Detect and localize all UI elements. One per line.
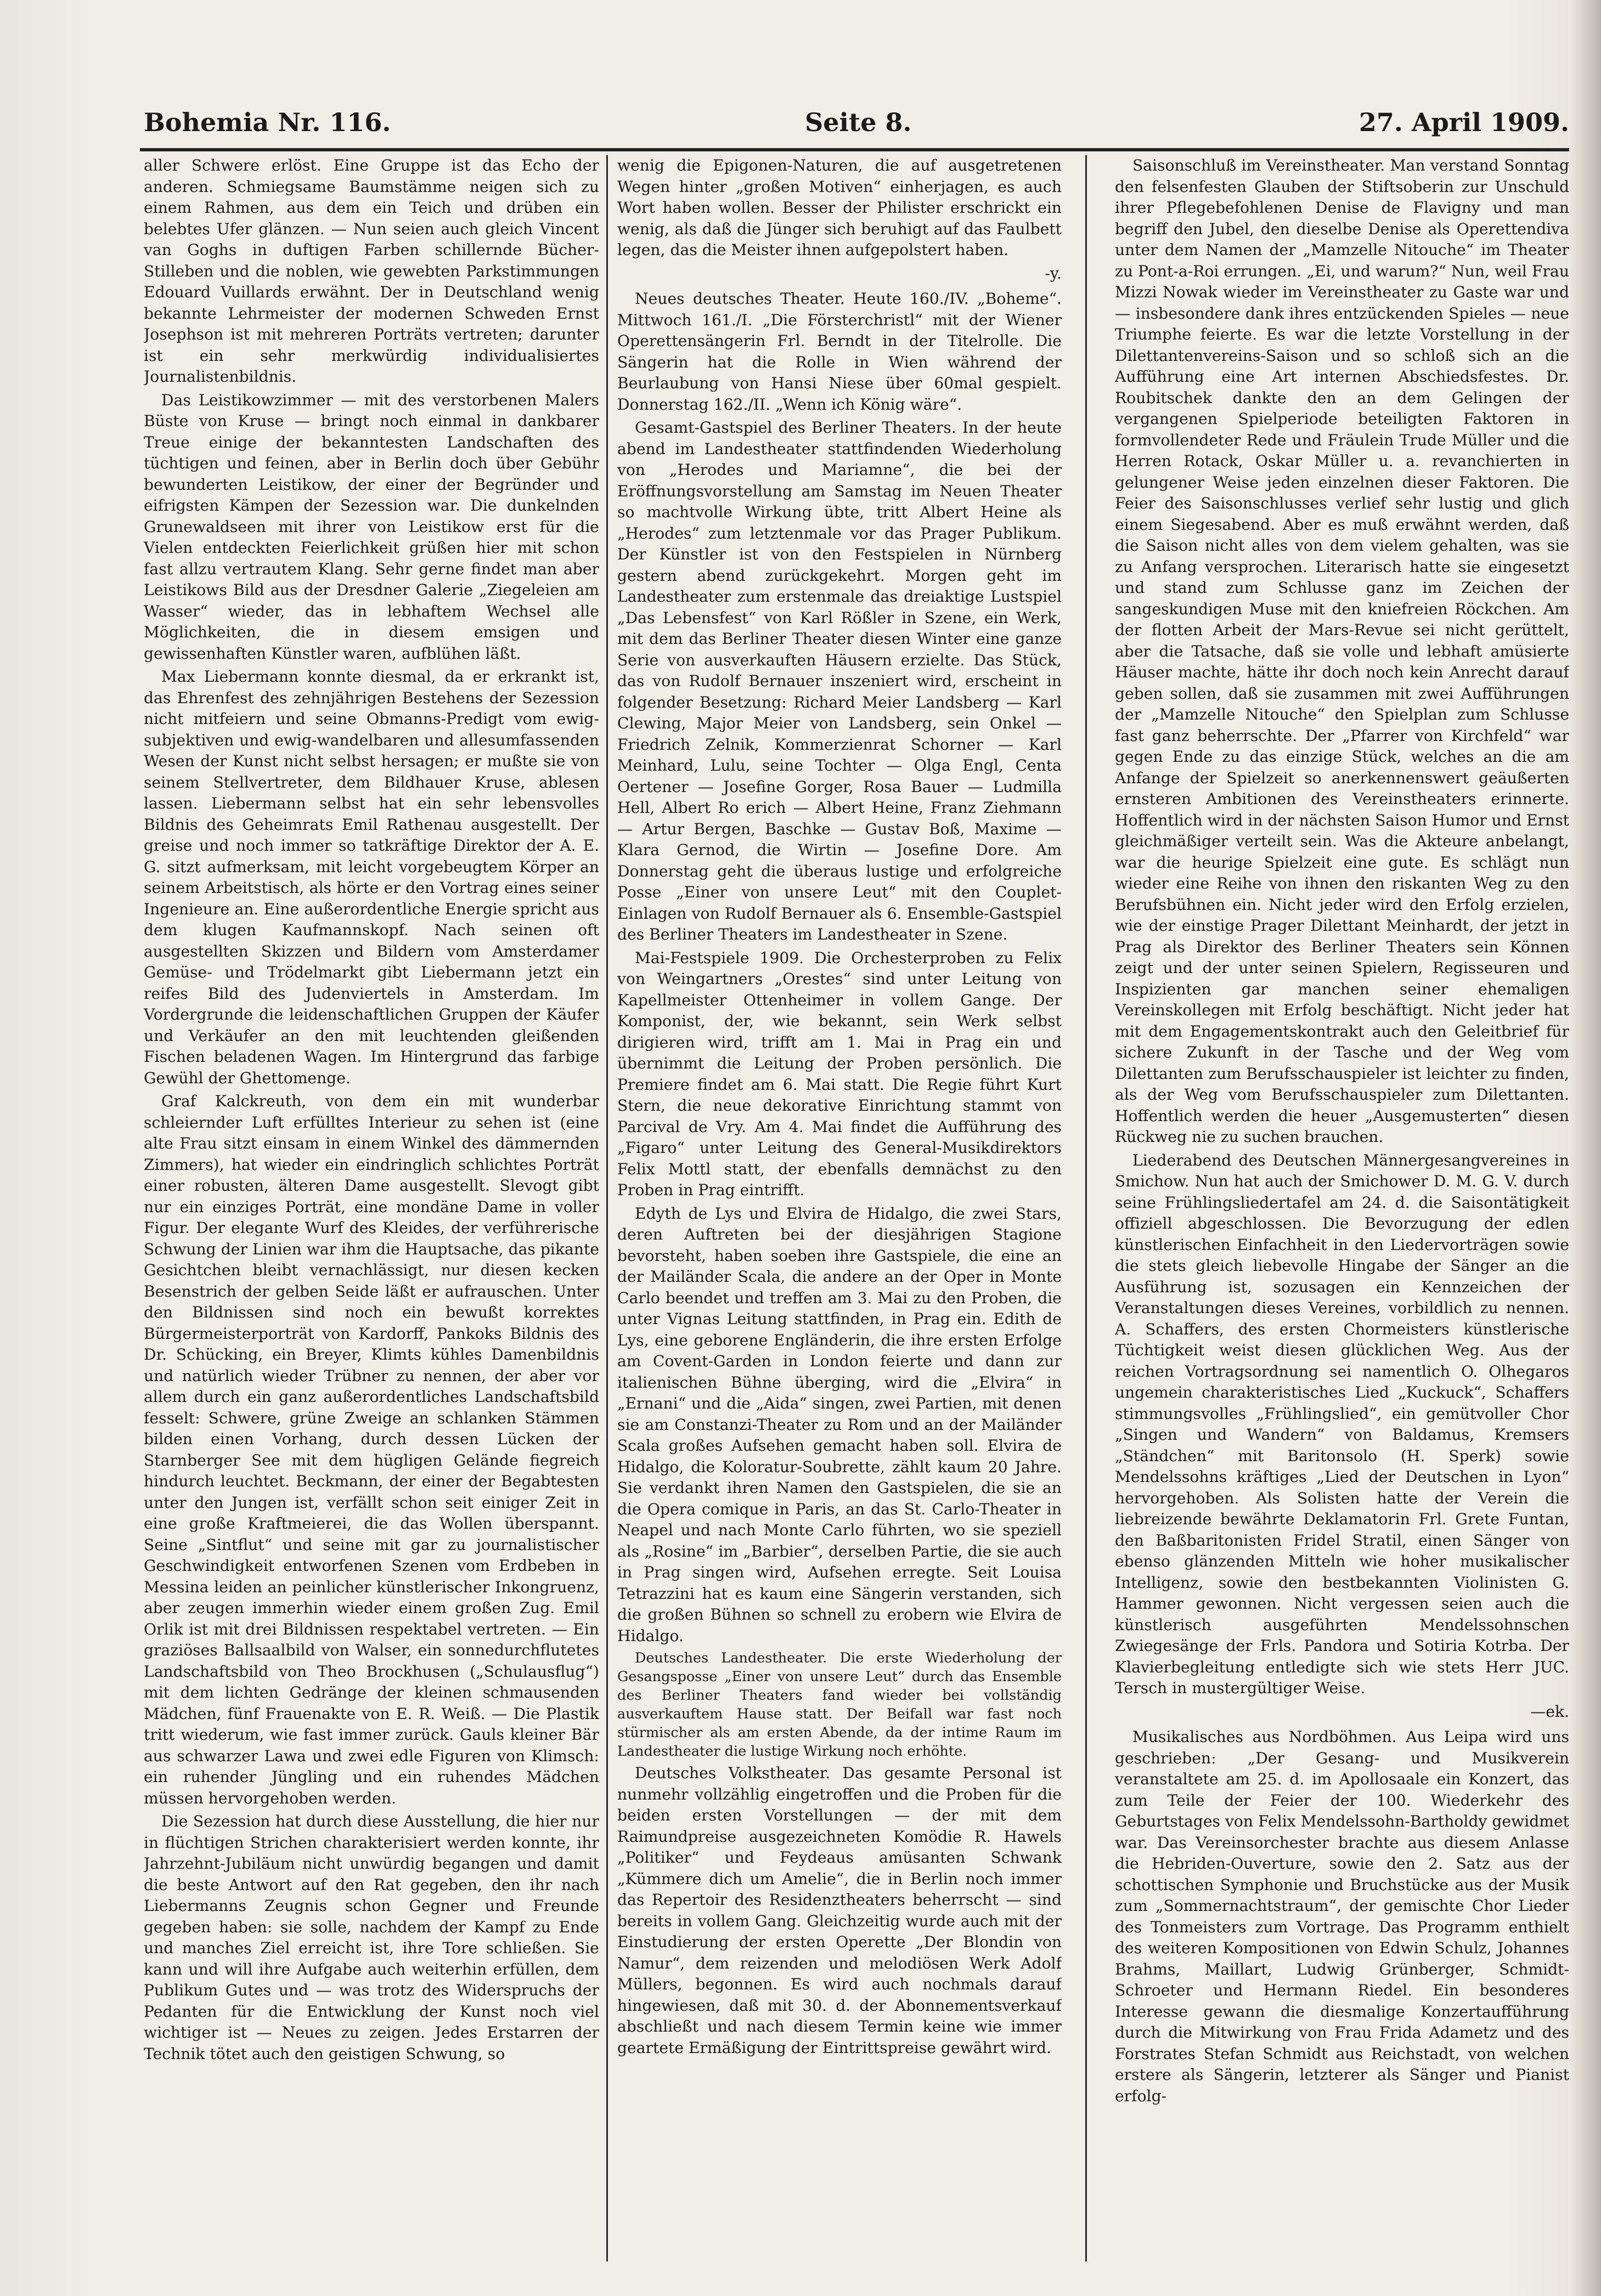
article-paragraph: Graf Kalckreuth, von dem ein mit wunderbar schleiernder Luft erfülltes Interieur zu sehen ist (eine alte Frau sitzt einsam in einem Winkel des dämmernden Zimmers), hat wieder ein eindringlich schlichtes Porträt einer robusten, älteren Dame ausgestellt. Slevogt gibt nur ein einziges Porträt, eine mondäne Dame in voller Figur. Der elegante Wurf des Kleides, der verführerische Schwung der Linien war ihm die Hauptsache, das pikante Gesichtchen bleibt vernachlässigt, nur diesen kecken Besenstrich der gelben Seide läßt er aufrauschen. Unter den Bildnissen sind noch ein bewußt korrektes Bürgermeisterporträt von Kardorff, Pankoks Bildnis des Dr. Schücking, ein Breyer, Klimts kühles Damenbildnis und natürlich wieder Trübner zu nennen, der aber vor allem durch ein ganz außerordentliches Landschaftsbild fesselt: Schwere, grüne Zweige an schlanken Stämmen bilden einen Vorhang, durch dessen Lücken der Starnberger See mit dem hügligen Gelände fiegreich hindurch leuchtet. Beckmann, der einer der Begabtesten unter den Jungen ist, verfällt schon seit einiger Zeit in eine große Kraftmeierei, die das Wollen überspannt. Seine „Sintflut“ und seine mit gar zu journalistischer Geschwindigkeit entworfenen Szenen vom Erdbeben in Messina leiden an peinlicher künstlerischer Inkongruenz, aber zeugen immerhin wieder einem großen Zug. Emil Orlik ist mit drei Bildnissen respektabel vertreten. — Ein graziöses Ballsaalbild von Walser, ein sonnedurchflutetes Landschaftsbild von Theo Brockhusen („Schulausflug“) mit dem lichten Gedränge der kleinen schmausenden Mädchen, fünf Frauenakte von E. R. Weiß. — Die Plastik tritt wiederum, wie fast immer zurück. Gauls kleiner Bär aus schwarzer Lawa und zwei edle Figuren von Klimsch: ein ruhender Jüngling und ein ruhendes Mädchen müssen hervorgehoben werden. (144, 1092, 599, 1807)
column-2 (617, 155, 1062, 2264)
page-header (144, 108, 1569, 146)
header-right: 27. April 1909. (1358, 108, 1569, 137)
article-paragraph: aller Schwere erlöst. Eine Gruppe ist das Echo der anderen. Schmiegsame Baumstämme neigen sich zu einem Rahmen, aus dem ein Teich und drüben ein belebtes Ufer glänzen. — Nun seien auch gleich Vincent van Goghs in duftigen Farben schillernde Bücher-Stilleben und die noblen, wie gewebten Parkstimmungen Edouard Vuillards erwähnt. Der in Deutschland wenig bekannte Lehrmeister der modernen Schweden Ernst Josephson ist mit mehreren Porträts vertreten; darunter ist ein sehr merkwürdig individualisiertes Journalistenbildnis. (144, 156, 599, 386)
article-paragraph: Max Liebermann konnte diesmal, da er erkrankt ist, das Ehrenfest des zehnjährigen Bestehens der Sezession nicht mitfeiern und seine Obmanns-Predigt vom ewig-subjektiven und ewig-wandelbaren und allesumfassenden Wesen der Kunst nicht selbst hersagen; er mußte sie von seinem Stellvertreter, dem Bildhauer Kruse, ablesen lassen. Liebermann selbst hat ein sehr lebensvolles Bildnis des Geheimrats Emil Rathenau ausgestellt. Der greise und noch immer so tatkräftige Direktor der A. E. G. sitzt aufmerksam, mit leicht vorgebeugtem Körper an seinem Arbeitstisch, als hörte er den Vortrag eines seiner Ingenieure an. Eine außerordentliche Energie spricht aus dem klugen Kaufmannskopf. Nach seinen oft ausgestellten Skizzen und Bildern vom Amsterdamer Gemüse- und Trödelmarkt gibt Liebermann jetzt ein reifes Bild des Judenviertels in Amsterdam. Im Vordergrunde die leidenschaftlichen Gruppen der Käufer und Verkäufer an den mit leuchtenden gleißenden Fischen beladenen Wagen. Im Hintergrund das farbige Gewühl der Ghettomenge. (144, 668, 599, 1087)
article-paragraph: —ek. (1530, 1702, 1569, 1721)
article-paragraph: wenig die Epigonen-Naturen, die auf ausgetretenen Wegen hinter „großen Motiven“ einherjagen, es auch Wort haben wollen. Besser der Philister erschrickt ein wenig, als daß die Jünger sich beruhigt auf das Faulbett legen, das die Meister ihnen aufgepolstert haben. (617, 156, 1062, 259)
article-paragraph: Mai-Festspiele 1909. Die Orchesterproben zu Felix von Weingartners „Orestes“ sind unter Leitung von Kapellmeister Ottenheimer in vollem Gange. Der Komponist, der, wie bekannt, sein Werk selbst dirigieren wird, trifft am 1. Mai in Prag ein und übernimmt die Leitung der Proben persönlich. Die Premiere findet am 6. Mai statt. Die Regie führt Kurt Stern, die neue dekorative Einrichtung stammt von Parcival de Vry. Am 4. Mai findet die Aufführung des „Figaro“ unter Leitung des General-Musikdirektors Felix Mottl statt, der ebenfalls demnächst zu den Proben in Prag eintrifft. (617, 948, 1062, 1199)
article-paragraph: Liederabend des Deutschen Männergesangvereines in Smichow. Nun hat auch der Smichower D. M. G. V. durch seine Frühlingsliedertafel am 24. d. die Saisontätigkeit offiziell abgeschlossen. Die Bevorzugung der edlen künstlerischen Einfachheit in den Liedervorträgen sowie die stets gleich liebevolle Hingabe der Sänger an die Ausführung ist, sozusagen ein Kennzeichen der Veranstaltungen dieses Vereines, vorbildlich zu nennen. A. Schaffers, des ersten Chormeisters künstlerische Tüchtigkeit weist diesen glücklichen Weg. Aus der reichen Vortragsordnung sei namentlich O. Olhegaros ungemein charakteristisches Lied „Kuckuck“, Schaffers stimmungsvolles „Frühlingslied“, ein gemütvoller Chor „Singen und Wandern“ von Baldamus, Kremsers „Ständchen“ mit Baritonsolo (H. Sperk) sowie Mendelssohns kräftiges „Lied der Deutschen in Lyon“ hervorgehoben. Als Solisten hatte der Verein die liebreizende bewährte Deklamatorin Frl. Grete Funtan, den Baßbaritonisten Fridel Stratil, einen Sänger von ebenso glänzenden Mitteln wie hoher musikalischer Intelligenz, sowie den bestbekannten Violinisten G. Hammer gewonnen. Nicht vergessen seien auch die künstlerisch ausgeführten Mendelssohnschen Zwiegesänge der Frls. Pandora und Sotiria Kotrba. Der Klavierbegleitung entledigte sich wie stets Herr JUC. Tersch in mustergültiger Weise. (1115, 1151, 1569, 1697)
article-paragraph: -y. (1045, 264, 1062, 282)
article-paragraph: Deutsches Volkstheater. Das gesamte Personal ist nunmehr vollzählig eingetroffen und die Proben für die beiden ersten Vorstellungen — der mit dem Raimundpreise ausgezeichneten Komödie R. Hawels „Politiker“ und Feydeaus amüsanten Schwank „Kümmere dich um Amelie“, die in Berlin noch immer das Repertoir des Residenztheaters beherrscht — sind bereits in vollem Gang. Gleichzeitig wurde auch mit der Einstudierung der ersten Operette „Der Blondin von Namur“, dem reizenden und melodiösen Werk Adolf Müllers, begonnen. Es wird auch nochmals darauf hingewiesen, daß mit 30. d. der Abonnementsverkauf abschließt und nach diesem Termin keine wie immer geartete Ermäßigung der Eintrittspreise gewährt wird. (617, 1764, 1062, 2057)
article-paragraph: Deutsches Landestheater. Die erste Wiederholung der Gesangsposse „Einer von unsere Leut“ durch das Ensemble des Berliner Theaters fand wieder bei vollständig ausverkauftem Hause statt. Der Beifall war fast noch stürmischer als am ersten Abende, da der intime Raum im Landestheater die lustige Wirkung noch erhöhte. (617, 1650, 1062, 1760)
header-left: Bohemia Nr. 116. (144, 108, 391, 137)
article-paragraph: Das Leistikowzimmer — mit des verstorbenen Malers Büste von Kruse — bringt noch einmal in dankbarer Treue einige der bekanntesten Landschaften des tüchtigen und feinen, aber in Berlin doch über Gebühr bewunderten Leistikow, der einer der Begründer und eifrigsten Kämpen der Sezession war. Die dunkelnden Grunewaldseen mit ihrer von Leistikow erst für die Vielen entdeckten Feierlichkeit grüßen hier mit schon fast allzu vertrautem Klang. Sehr gerne findet man aber Leistikows Bild aus der Dresdner Galerie „Ziegeleien am Wasser“ wieder, das in lebhaftem Wechsel alle Möglichkeiten, die in diesem emsigen und gewissenhaften Künstler waren, aufblühen läßt. (144, 391, 599, 663)
header-rule (140, 148, 1569, 151)
article-paragraph: Gesamt-Gastspiel des Berliner Theaters. In der heute abend im Landestheater stattfindenden Wiederholung von „Herodes und Mariamne“, die bei der Eröffnungsvorstellung am Samstag im Neuen Theater so machtvolle Wirkung übte, tritt Albert Heine als „Herodes“ zum letztenmale vor das Prager Publikum. Der Künstler ist von den Festspielen in Nürnberg gestern abend zurückgekehrt. Morgen geht im Landestheater zum erstenmale das dreiaktige Lustspiel „Das Lebensfest“ von Karl Rößler in Szene, ein Werk, mit dem das Berliner Theater diesen Winter eine ganze Serie von ausverkauften Häusern erzielte. Das Stück, das von Rudolf Bernauer inszeniert wird, erscheint in folgender Besetzung: Richard Meier Landsberg — Karl Clewing, Major Meier von Landsberg, sein Onkel — Friedrich Zelnik, Kommerzienrat Schorner — Karl Meinhard, Lulu, seine Tochter — Olga Engl, Centa Oertener — Josefine Gorger, Rosa Bauer — Ludmilla Hell, Albert Ro erich — Albert Heine, Franz Ziehmann — Artur Bergen, Baschke — Gustav Boß, Maxime — Klara Gernod, die Wirtin — Josefine Dore. Am Donnerstag geht die überaus lustige und erfolgreiche Posse „Einer von unsere Leut“ mit den Couplet-Einlagen von Rudolf Bernauer als 6. Ensemble-Gastspiel des Berliner Theaters im Landestheater in Szene. (617, 419, 1062, 943)
article-paragraph: Edyth de Lys und Elvira de Hidalgo, die zwei Stars, deren Auftreten bei der diesjährigen Stagione bevorsteht, haben soeben ihre Gastspiele, die eine an der Mailänder Scala, die andere an der Oper in Monte Carlo beendet und treffen am 3. Mai zu den Proben, die unter Vignas Leitung stattfinden, in Prag ein. Edith de Lys, eine geborene Engländerin, die ihre ersten Erfolge am Covent-Garden in London feierte und dann zur italienischen Bühne überging, wird die „Elvira“ in „Ernani“ und die „Aida“ singen, zwei Partien, mit denen sie am Constanzi-Theater zu Rom und an der Mailänder Scala großes Aufsehen gemacht haben soll. Elvira de Hidalgo, die Koloratur-Soubrette, zählt kaum 20 Jahre. Sie verdankt ihren Namen den Gastspielen, die sie an die Opera comique in Paris, an das St. Carlo-Theater in Neapel und nach Monte Carlo führten, wo sie speziell als „Rosine“ im „Barbier“, derselben Partie, die sie auch in Prag singen wird, Aufsehen erregte. Seit Louisa Tetrazzini hat es kaum eine Sängerin verstanden, sich die großen Bühnen so schnell zu erobern wie Elvira de Hidalgo. (617, 1204, 1062, 1645)
column-3 (1115, 155, 1569, 2264)
article-paragraph: Neues deutsches Theater. Heute 160./IV. „Boheme“. Mittwoch 161./I. „Die Försterchristl“ mit der Wiener Operettensängerin Frl. Berndt in der Titelrolle. Die Sängerin hat die Rolle in Wien während der Beurlaubung von Hansi Niese über 60mal gespielt. Donnerstag 162./II. „Wenn ich König wäre“. (617, 290, 1062, 414)
column-1 (144, 155, 599, 2264)
column-separator (606, 155, 608, 2261)
article-paragraph: Saisonschluß im Vereinstheater. Man verstand Sonntag den felsenfesten Glauben der Stiftsoberin zur Unschuld ihrer Pflegebefohlenen Denise de Flavigny und man begriff den Jubel, den dieselbe Denise als Operettendiva unter dem Namen der „Mamzelle Nitouche“ im Theater zu Pont-a-Roi errungen. „Ei, und warum?“ Nun, weil Frau Mizzi Nowak wieder im Vereinstheater zu Gaste war und — insbesondere dank ihres entzückenden Spieles — neue Triumphe feierte. Es war die letzte Vorstellung in der Dilettantenvereins-Saison und so schloß sich an die Aufführung eine Art internen Abschiedsfestes. Dr. Roubitschek dankte den an dem Gelingen der vergangenen Spielperiode beteiligten Faktoren in formvollendeter Rede und Fräulein Trude Müller und die Herren Rotack, Oskar Müller u. a. revanchierten in gelungener Weise jeden einzelnen dieser Faktoren. Die Feier des Saisonschlusses verlief sehr lustig und glich einem Siegesabend. Aber es muß erwähnt werden, daß die Saison nicht alles von dem vielem gehalten, was sie zu Anfang versprochen. Literarisch hatte sie eingesetzt und stand zum Schlusse ganz im Zeichen der sangeskundigen Muse mit den kniefreien Röckchen. Am der flotten Arbeit der Mars-Revue sei nicht gerüttelt, aber die Tatsache, daß sie volle und lebhaft amüsierte Häuser machte, hätte ihr doch noch kein Anrecht darauf geben sollen, daß sie zusammen mit zwei Aufführungen der „Mamzelle Nitouche“ den Spielplan zum Schlusse fast ganz beherrschte. Der „Pfarrer von Kirchfeld“ war gegen Ende zu das einzige Stück, welches an die am Anfange der Spielzeit so anerkennenswert geäußerten ernsteren Ambitionen des Vereinstheaters erinnerte. Hoffentlich wird in der nächsten Saison Humor und Ernst gleichmäßiger verteilt sein. Was die Akteure anbelangt, war die heurige Spielzeit eine gute. Es schlägt nun wieder eine Reihe von ihnen den riskanten Weg zu den Berufsbühnen ein. Nicht jeder wird den Erfolg erzielen, wie der einstige Prager Dilettant Meinhardt, der jetzt in Prag als Direktor des Berliner Theaters sein Können zeigt und der unter seinen Spielern, Regisseuren und Inspizienten gar manchen seiner ehemaligen Vereinskollegen mit Erfolg beschäftigt. Nicht jeder hat mit dem Engagementskontrakt auch den Geleitbrief für sichere Zukunft in der Tasche und der Weg vom Dilettanten zum Berufsschauspieler ist leichter zu finden, als der Weg vom Berufsschauspieler zum Dilettanten. Hoffentlich werden die heuer „Ausgemusterten“ diesen Rückweg nie zu suchen brauchen. (1115, 156, 1569, 1146)
article-paragraph: Die Sezession hat durch diese Ausstellung, die hier nur in flüchtigen Strichen charakterisiert werden konnte, ihr Jahrzehnt-Jubiläum nicht unwürdig begangen und damit die beste Antwort auf den Rat gegeben, den ihr nach Liebermanns Zeugnis schon Gegner und Freunde gegeben haben: sie solle, nachdem der Kampf zu Ende und manches Ziel erreicht ist, ihre Tore schließen. Sie kann und will ihre Aufgabe auch weiterhin erfüllen, dem Publikum Gutes und — was trotz des Widerspruchs der Pedanten für die Entwicklung der Kunst noch viel wichtiger ist — Neues zu zeigen. Jedes Erstarren der Technik tötet auch den geistigen Schwung, so (144, 1812, 599, 2063)
column-separator (1085, 155, 1087, 2261)
page-edge-shadow (1568, 0, 1601, 2296)
header-center: Seite 8. (805, 108, 912, 137)
article-paragraph: Musikalisches aus Nordböhmen. Aus Leipa wird uns geschrieben: „Der Gesang- und Musikverein veranstaltete am 25. d. im Apollosaale ein Konzert, das zum Teile der Feier der 100. Wiederkehr des Geburtstages von Felix Mendelssohn-Bartholdy gewidmet war. Das Vereinsorchester brachte aus diesem Anlasse die Hebriden-Ouverture, sowie den 2. Satz aus der schottischen Symphonie und Bruchstücke aus der Musik zum „Sommernachtstraum“, der gemischte Chor Lieder des Tonmeisters zum Vortrage. Das Programm enthielt des weiteren Kompositionen von Edwin Schulz, Johannes Brahms, Maillart, Ludwig Grünberger, Schmidt-Schroeter und Hermann Riedel. Ein besonderes Interesse gewann die diesmalige Konzertaufführung durch die Mitwirkung von Frau Frida Adametz und des Forstrates Stefan Schmidt aus Reichstadt, von welchen erstere als Sängerin, letzterer als Sänger und Pianist erfolg- (1115, 1728, 1569, 2105)
